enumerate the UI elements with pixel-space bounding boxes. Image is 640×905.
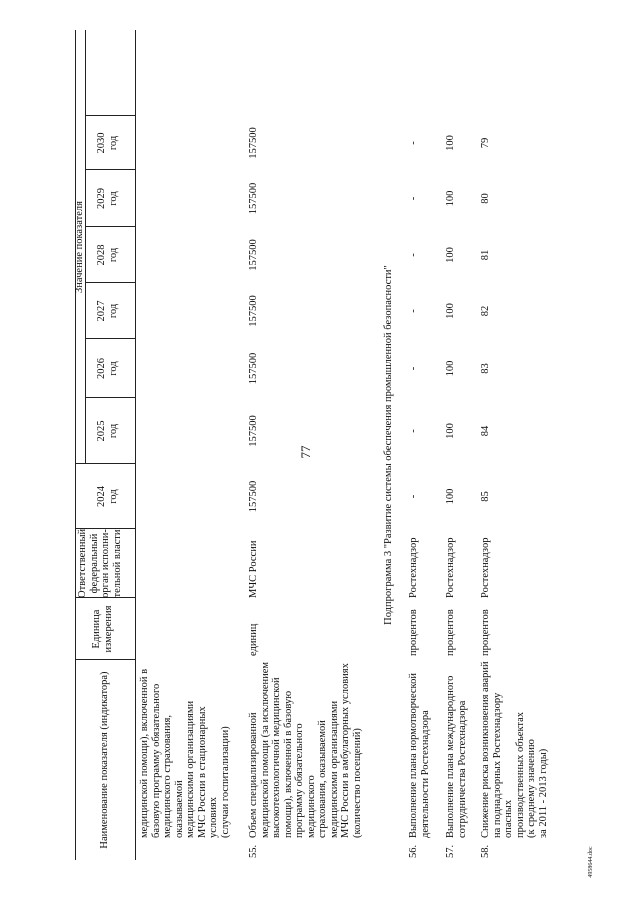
rotated-page-content [75, 30, 595, 860]
responsible-org-cell: Ростехнадзор [408, 537, 419, 598]
header-year-2029: 2029 год [96, 188, 119, 209]
value-2029: 157500 [248, 182, 259, 215]
row-number: 55. [248, 844, 259, 858]
value-2026: - [408, 366, 419, 371]
subprogram-title: Подпрограмма 3 "Развитие системы обеспечения промышленной безопасности" [383, 265, 394, 625]
value-2028: - [408, 253, 419, 257]
indicator-name: Снижение риска возникновения аварий на поднадзорных Ростехнадзору опасных производственных объектах (к среднему значению за 2011 - 2013 годы) [480, 661, 549, 838]
responsible-org-cell: МЧС России [248, 540, 259, 598]
indicators-table [75, 30, 595, 860]
unit-cell: процентов [408, 609, 419, 656]
value-2028: 100 [445, 247, 456, 263]
page-number: 77 [298, 445, 313, 459]
continued-indicator-text: медицинской помощи), включенной в базовую программу обязательного медицинского страхования, оказываемой медицинскими организациями МЧС России в стационарных условиях (случаи госпитализации) [139, 668, 231, 838]
header-year-2025: 2025 год [96, 420, 119, 442]
row-number: 56. [408, 844, 419, 858]
value-2029: 80 [480, 193, 491, 204]
value-2028: 81 [480, 249, 491, 261]
value-2030: 157500 [248, 127, 259, 159]
header-year-2027: 2027 год [96, 300, 119, 322]
indicator-name: Выполнение плана нормотворческой деятельности Ростехнадзора [408, 673, 431, 838]
value-2024: - [408, 494, 419, 499]
unit-cell: процентов [445, 609, 456, 656]
value-2026: 157500 [248, 352, 259, 385]
header-values-group: Значение показателя [74, 201, 85, 293]
value-2025: - [408, 429, 419, 433]
unit-cell: процентов [480, 609, 491, 656]
value-2025: 157500 [248, 415, 259, 447]
value-2027: 157500 [248, 295, 259, 327]
value-2025: 84 [480, 425, 491, 437]
value-2026: 83 [480, 363, 491, 374]
value-2030: 100 [445, 135, 456, 151]
indicator-name: Объем специализированной медицинской помощи (за исключением высокотехнологичной медицинской помощи), включенной в базовую программу обязательного медицинского страхования, оказываемой медицинскими организациями МЧС России в амбулаторных условиях (количество посещений) [248, 661, 363, 838]
header-year-2030: 2030 год [96, 132, 119, 154]
header-bottom-border [135, 30, 136, 860]
header-name: Наименование показателя (индикатора) [99, 671, 110, 849]
value-2025: 100 [445, 423, 456, 439]
value-2027: - [408, 309, 419, 313]
indicator-name: Выполнение плана международного сотрудничества Ростехнадзора [445, 675, 468, 838]
row-number: 58. [480, 844, 491, 858]
header-year-2026: 2026 год [96, 358, 119, 379]
value-2029: 100 [445, 190, 456, 207]
responsible-org-cell: Ростехнадзор [480, 537, 491, 598]
value-2029: - [408, 196, 419, 201]
value-2024: 100 [445, 488, 456, 505]
unit-cell: единиц [248, 623, 259, 656]
responsible-org-cell: Ростехнадзор [445, 537, 456, 598]
value-2027: 100 [445, 303, 456, 319]
header-responsible-org: Ответственный федеральный орган исполни- тельной власти [77, 528, 123, 598]
row-number: 57. [445, 844, 456, 858]
value-2024: 85 [480, 491, 491, 502]
value-2030: - [408, 141, 419, 145]
value-2030: 79 [480, 137, 491, 149]
header-year-2028: 2028 год [96, 244, 119, 266]
value-2028: 157500 [248, 239, 259, 271]
header-year-2024: 2024 год [96, 486, 119, 507]
document-file-code: 4958644.doc [588, 846, 594, 878]
value-2027: 82 [480, 305, 491, 317]
header-unit: Единица измерения [91, 605, 114, 653]
value-2026: 100 [445, 360, 456, 377]
value-2024: 157500 [248, 480, 259, 513]
